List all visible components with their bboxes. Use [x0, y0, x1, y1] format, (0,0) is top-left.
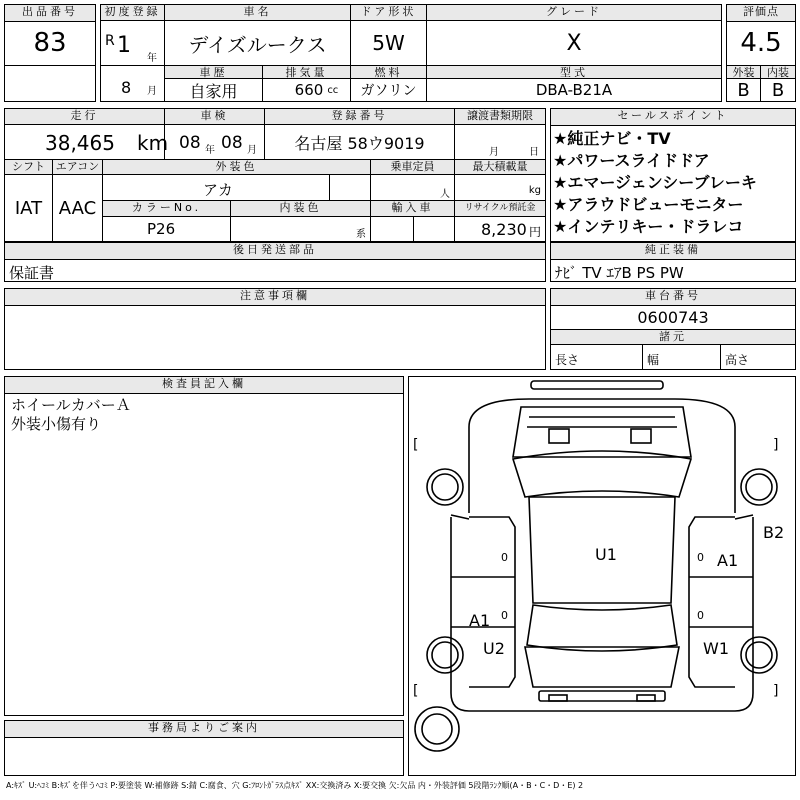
- year-unit: 年: [147, 53, 157, 64]
- color-no-label: カラーNo.: [103, 201, 231, 217]
- load-unit: kg: [528, 185, 541, 196]
- inspection-cell: [165, 125, 265, 159]
- int-color-label: 内装色: [231, 201, 371, 217]
- score-value: 4.5: [740, 28, 782, 58]
- reg-label: 登録番号: [265, 109, 455, 125]
- score-box: [726, 4, 796, 102]
- genuine-equipment-value: ﾅﾋﾞ TV ｴｱB PS PW: [555, 264, 684, 282]
- shift-value: IAT: [5, 175, 53, 241]
- transfer-label: 譲渡書類期限: [455, 109, 545, 125]
- first-reg-year: [101, 21, 165, 65]
- model-label: 型式: [427, 65, 721, 79]
- history-label: 車歴: [165, 65, 263, 79]
- sales-points-list: [551, 126, 795, 238]
- year-value: 1: [117, 33, 131, 58]
- ac-label: エアコン: [53, 159, 103, 175]
- reg-value: 名古屋 58ウ9019: [265, 125, 455, 159]
- insp-year-unit: 年: [205, 145, 215, 156]
- first-reg-label: 初度登録: [101, 5, 165, 21]
- damage-mark-u2: U2: [483, 639, 505, 658]
- interior-value: B: [771, 79, 785, 101]
- bracket-right-bottom: ]: [773, 683, 779, 699]
- bracket-right-top: ]: [773, 437, 779, 453]
- door-label: ドア形状: [351, 5, 427, 21]
- sales-point-item: ★エマージェンシーブレーキ: [553, 173, 757, 192]
- later-parts-label: 後日発送部品: [5, 243, 545, 260]
- ac-value: AAC: [53, 175, 103, 241]
- displacement-cell: [263, 79, 351, 101]
- car-diagram: [409, 377, 795, 775]
- transfer-cell: [455, 125, 545, 159]
- sales-point-item: ★インテリキー・ドラレコ: [553, 217, 744, 236]
- insp-year: 08: [179, 133, 201, 153]
- bracket-left-top: [: [413, 437, 419, 453]
- notes-label: 注意事項欄: [5, 289, 545, 306]
- mileage-unit: km: [137, 131, 169, 155]
- damage-mark-b2: B2: [763, 523, 785, 542]
- door-handle-mark: 0: [697, 551, 704, 564]
- sales-point-item: ★パワースライドドア: [553, 151, 710, 170]
- width-label: 幅: [643, 345, 721, 369]
- shift-label: シフト: [5, 159, 53, 175]
- displacement-value: 660: [294, 81, 324, 99]
- later-parts-box: [4, 242, 546, 282]
- damage-mark-a1-left: A1: [469, 611, 491, 630]
- fuel-value: ガソリン: [351, 79, 427, 101]
- inspection-label: 車検: [165, 109, 265, 125]
- interior-label: 内装: [761, 65, 795, 79]
- recycle-value: 8,230: [481, 220, 527, 239]
- car-name-label: 車名: [165, 5, 351, 21]
- car-name-value: デイズルークス: [165, 21, 351, 65]
- ext-color-cell: [103, 175, 371, 201]
- insp-month: 08: [221, 133, 243, 153]
- later-parts-value: 保証書: [9, 264, 55, 282]
- score-label: 評価点: [727, 5, 795, 22]
- recycle-unit: 円: [528, 225, 541, 239]
- damage-legend: A:ｷｽﾞ U:ﾍｺﾐ B:ｷｽﾞを伴うﾍｺﾐ P:要塗装 W:補修跡 S:錆 C:腐食、穴 G:ﾌﾛﾝﾄｶﾞﾗｽ点ｷｽﾞ XX:交換済み X:要交換 欠:欠品 内・外装評価 5段階ﾗﾝｸ順(A・B・C・D・E) 2: [6, 781, 584, 790]
- sales-points-box: [550, 108, 796, 242]
- insp-month-unit: 月: [247, 145, 257, 156]
- load-cell: [455, 175, 545, 201]
- vehicle-info-grid: [4, 108, 546, 242]
- transfer-month-unit: 月: [489, 147, 499, 158]
- import-label: 輸入車: [371, 201, 455, 217]
- lot-number-value: 83: [33, 28, 67, 58]
- sales-points-label: セールスポイント: [551, 109, 795, 126]
- recycle-label: リサイクル預託金: [455, 201, 545, 217]
- model-value: DBA-B21A: [535, 81, 613, 99]
- lot-number-box: [4, 4, 96, 102]
- capacity-cell: [371, 175, 455, 201]
- office-box: [4, 720, 404, 776]
- first-reg-month: [101, 65, 165, 101]
- car-diagram-box: [408, 376, 796, 776]
- genuine-equipment-box: [550, 242, 796, 282]
- door-handle-mark: 0: [697, 609, 704, 622]
- inspector-label: 検査員記入欄: [5, 377, 403, 394]
- chassis-value: 0600743: [637, 307, 709, 327]
- header-grid: [100, 4, 722, 102]
- era-label: R: [105, 33, 115, 49]
- mileage-cell: [5, 125, 169, 159]
- damage-mark-u1: U1: [595, 545, 617, 564]
- damage-mark-a1-right: A1: [717, 551, 739, 570]
- color-no-cell: [103, 217, 231, 241]
- import-cell: [371, 217, 455, 241]
- lot-number-label: 出品番号: [5, 5, 95, 22]
- office-label: 事務局よりご案内: [5, 721, 403, 738]
- sales-point-item: ★アラウドビューモニター: [553, 195, 744, 214]
- chassis-box: [550, 288, 796, 370]
- int-color-unit: 系: [356, 229, 366, 240]
- month-value: 8: [121, 78, 132, 97]
- recycle-cell: [455, 217, 545, 241]
- chassis-label: 車台番号: [551, 289, 795, 306]
- inspector-line: 外装小傷有り: [11, 415, 102, 433]
- transfer-day-unit: 日: [529, 147, 539, 158]
- grade-value: X: [566, 30, 582, 56]
- history-value: 自家用: [165, 79, 263, 101]
- door-handle-mark: 0: [501, 551, 508, 564]
- door-value: 5W: [351, 21, 427, 65]
- specs-label: 諸元: [551, 329, 795, 345]
- mileage-value: 38,465: [45, 131, 115, 155]
- length-label: 長さ: [551, 345, 643, 369]
- bracket-left-bottom: [: [413, 683, 419, 699]
- inspector-line: ホイールカバーＡ: [11, 396, 131, 414]
- notes-box: [4, 288, 546, 370]
- mileage-label: 走行: [5, 109, 165, 125]
- exterior-value: B: [727, 79, 761, 101]
- height-label: 高さ: [725, 353, 750, 367]
- color-no-value: P26: [147, 220, 176, 238]
- sales-point-item: ★純正ナビ・TV: [553, 129, 671, 148]
- load-label: 最大積載量: [455, 159, 545, 175]
- int-color-cell: [231, 217, 371, 241]
- exterior-label: 外装: [727, 65, 761, 79]
- capacity-unit: 人: [440, 189, 450, 200]
- grade-label: グレード: [427, 5, 721, 21]
- displacement-unit: cc: [327, 84, 339, 96]
- genuine-equipment-label: 純正装備: [551, 243, 795, 260]
- inspector-notes: [5, 394, 403, 436]
- capacity-label: 乗車定員: [371, 159, 455, 175]
- ext-color-label: 外装色: [103, 159, 371, 175]
- door-handle-mark: 0: [501, 609, 508, 622]
- month-unit: 月: [147, 86, 157, 97]
- ext-color-value: アカ: [203, 181, 233, 199]
- damage-mark-w1: W1: [703, 639, 729, 658]
- inspector-box: [4, 376, 404, 716]
- displacement-label: 排気量: [263, 65, 351, 79]
- fuel-label: 燃料: [351, 65, 427, 79]
